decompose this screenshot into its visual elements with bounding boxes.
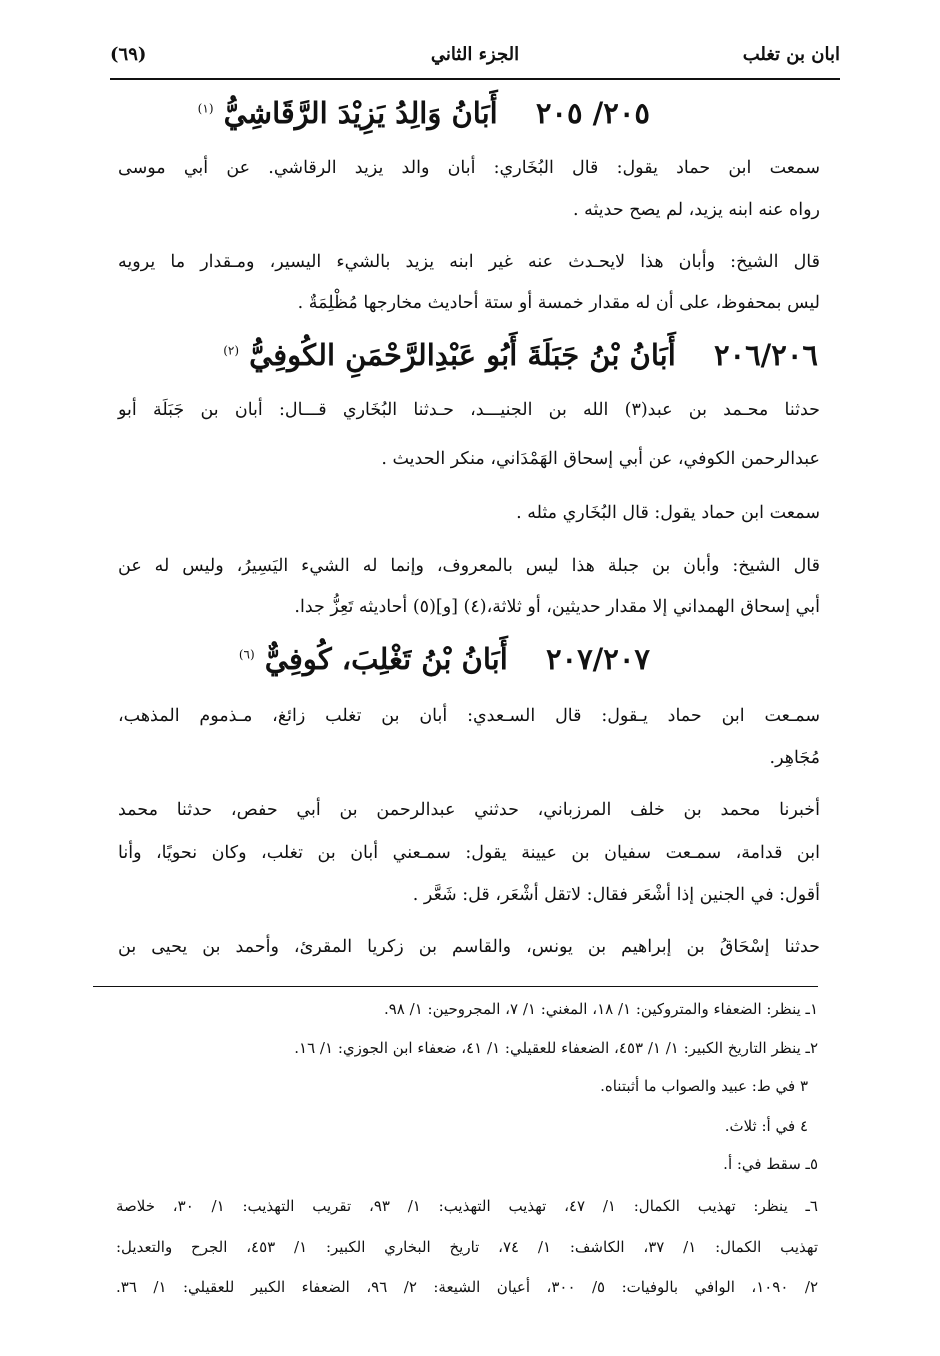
text-line: ابن قدامة، سمـعت سفيان بن عيينة يقول: سمـعني أبان بن تغلب، وكان نحويًا، وأنا [118, 843, 820, 863]
running-header [110, 38, 840, 80]
footnote: ٦ـ ينظر: تهذيب الكمال: ١/ ٤٧، تهذيب التهذيب: ١/ ٩٣، تقريب التهذيب: ١/ ٣٠، خلاصة [116, 1197, 818, 1215]
text-line: ليس بمحفوظ، على أن له مقدار خمسة أو ستة أحاديث مخارجها مُظْلِمَةٌ . [297, 293, 820, 313]
footnote: ٢/ ١٠٩٠، الوافي بالوفيات: ٥/ ٣٠٠، أعيان الشيعة: ٢/ ٩٦، الضعفاء الكبير للعقيلي: ١/ ٣٦. [116, 1278, 819, 1296]
entry-number: ٢٠٦/٢٠٦ [713, 338, 818, 372]
header-page-number: (٦٩) [110, 44, 147, 65]
footnote: ٣ في ط: عبيد والصواب ما أثبتناه. [600, 1077, 808, 1095]
entry-number: ٢٠٥/ ٢٠٥ [535, 96, 650, 130]
entry-name: أَبَانُ وَالِدُ يَزِيْدَ الرَّقَاشِيُّ [223, 96, 498, 130]
entry-title-206 [223, 338, 818, 372]
footnote: ٥ـ سقط في: أ. [723, 1155, 818, 1173]
text-line: حدثنا إسْحَاقُ بن إبراهيم بن يونس، والقاسم بن زكريا المقرئ، وأحمد بن يحيى بن [118, 937, 820, 957]
header-author-name: ابان بن تغلب [742, 44, 840, 65]
footnote-ref: (٦) [238, 647, 255, 662]
entry-title-207 [239, 642, 650, 676]
entry-number: ٢٠٧/٢٠٧ [545, 642, 650, 676]
text-line: أخبرنا محمد بن خلف المرزباني، حدثني عبدالرحمن بن أبي حفص، حدثنا محمد [118, 800, 820, 820]
footnote: ١ـ ينظر: الضعفاء والمتروكين: ١/ ١٨، المغني: ١/ ٧، المجروحين: ١/ ٩٨. [383, 1000, 818, 1018]
footnote: تهذيب الكمال: ١/ ٣٧، الكاشف: ١/ ٧٤، تاريخ البخاري الكبير: ١/ ٤٥٣، الجرح والتعديل: [116, 1238, 819, 1256]
text-line: أبي إسحاق الهمداني إلا مقدار حديثين، أو ثلاثة،(٤) [و](٥) أحاديثه تَعِزُّ جدا. [294, 597, 820, 617]
footnote: ٢ـ ينظر التاريخ الكبير: ١/ ١/ ٤٥٣، الضعفاء للعقيلي: ١/ ٤١، ضعفاء ابن الجوزي: ١/ ١٦. [294, 1039, 818, 1057]
text-line: أقول: في الجنين إذا أشْعَر فقال: لاتقل أشْعَر، قل: شَعَّر . [412, 885, 820, 905]
footnote-separator [93, 986, 818, 987]
text-line: قال الشيخ: وأبان هذا لايحـدث عنه غير ابنه يزيد بالشيء اليسير، ومـقدار ما يرويه [118, 252, 820, 272]
text-line: سمعت ابن حماد يقول: قال البُخَاري مثله . [516, 503, 820, 523]
footnote-ref: (٢) [223, 343, 240, 358]
text-line: رواه عنه ابنه يزيد، لم يصح حديثه . [572, 200, 820, 220]
entry-name: أَبَانُ بْنُ تَغْلِبَ، كُوفِيٌّ [264, 642, 508, 676]
footnote: ٤ في أ: ثلاث. [724, 1117, 808, 1135]
header-volume: الجزء الثاني [430, 44, 520, 65]
text-line: عبدالرحمن الكوفي، عن أبي إسحاق الهَمْدَاني، منكر الحديث . [381, 449, 820, 469]
footnote-ref: (١) [197, 101, 214, 116]
text-line: مُجَاهِر. [769, 748, 820, 768]
entry-name: أَبَانُ بْنُ جَبَلَةَ أَبُو عَبْدِالرَّحْمَنِ الكُوفِيُّ [249, 338, 676, 372]
text-line: سمـعت ابن حماد يـقول: قال السـعدي: أبان بن تغلب زائغ، مـذموم المذهب، [118, 706, 820, 726]
entry-title-205 [198, 96, 650, 130]
text-line: قال الشيخ: وأبان بن جبلة هذا ليس بالمعروف، وإنما له الشيء اليَسِيرُ، وليس له عن [118, 556, 820, 576]
text-line: سمعت ابن حماد يقول: قال البُخَاري: أبان والد يزيد الرقاشي. عن أبي موسى [118, 158, 820, 178]
text-line: حدثنا محـمد بن عبد(٣) الله بن الجنيـــد، حـدثنا البُخَاري قـــال: أبان بن جَبَلَة أبو [118, 400, 820, 420]
